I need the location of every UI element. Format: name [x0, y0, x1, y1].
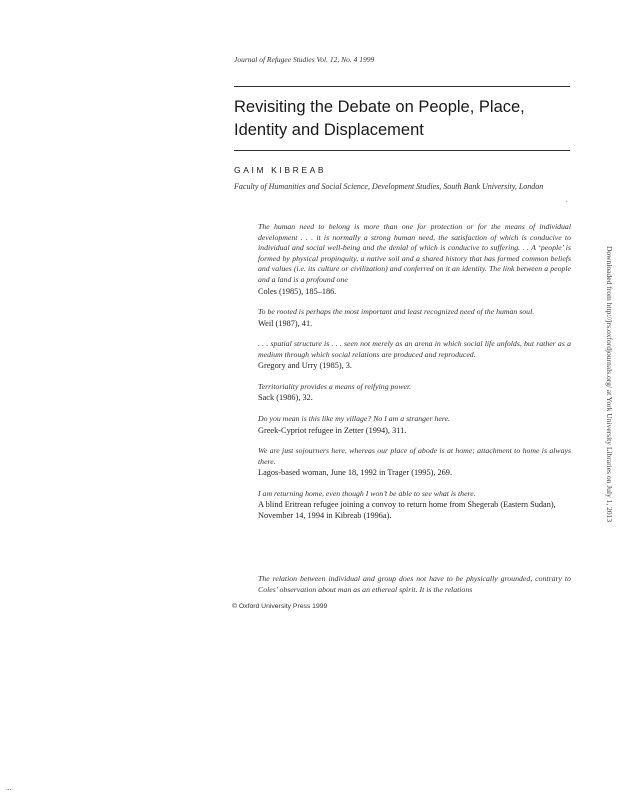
epigraph: [258, 307, 571, 329]
epigraph-quote: Do you mean is this like my village? No I am a stranger here.: [258, 413, 451, 423]
epigraph-source: Greek-Cypriot refugee in Zetter (1994), 311.: [258, 425, 407, 435]
epigraph-list: [258, 222, 571, 532]
epigraph: [258, 382, 571, 404]
epigraph-quote: The human need to belong is more than one for protection or for the means of individual development . . . it is normally a strong human need, the satisfaction of which is conducive to individual and social well-being and the denial of which is conducive to suffering. . . A ‘people’ is formed by physical propinquity, a native soil and a shared history that has formed common beliefs and values (i.e. its culture or civilization) and conferred on it an identity. The link between a people and a land is a profound one: [258, 222, 571, 284]
title-divider: [234, 150, 570, 151]
journal-citation: Journal of Refugee Studies Vol. 12, No. 4 1999: [234, 55, 375, 64]
epigraph-source: A blind Eritrean refugee joining a convoy to return home from Shegerab (Eastern Sudan), November 14, 1994 in Kibreab (1996a).: [258, 500, 556, 521]
epigraph-source: Coles (1985), 185–186.: [258, 286, 337, 296]
epigraph-source: Weil (1987), 41.: [258, 318, 313, 328]
epigraph: [258, 339, 571, 371]
epigraph-quote: I am returning home, even though I won’t be able to see what is there.: [258, 488, 476, 498]
copyright-notice: © Oxford University Press 1999: [232, 603, 328, 610]
download-watermark: Downloaded from http://jrs.oxfordjournals.org/ at York University Libraries on July 1, 2013: [605, 246, 614, 523]
epigraph: [258, 446, 571, 478]
top-divider: [234, 86, 570, 87]
author-affiliation: Faculty of Humanities and Social Science, Development Studies, South Bank University, London: [234, 182, 544, 191]
epigraph-quote: We are just sojourners here, whereas our place of abode is at home; attachment to home is always there.: [258, 446, 571, 466]
epigraph-quote: To be rooted is perhaps the most important and least recognized need of the human soul.: [258, 307, 535, 317]
body-text-start: The relation between individual and group does not have to be physically grounded, contrary to Coles’ observation about man as an ethereal spirit. It is the relations: [258, 574, 571, 594]
stray-mark: .: [566, 196, 568, 204]
epigraph-quote: Territoriality provides a means of reifying power.: [258, 381, 412, 391]
epigraph-source: Lagos-based woman, June 18, 1992 in Trager (1995), 269.: [258, 468, 453, 478]
article-title: Revisiting the Debate on People, Place, Identity and Displacement: [234, 98, 525, 139]
epigraph-quote: . . . spatial structure is . . . seen not merely as an arena in which social life unfolds, but rather as a medium through which social relations are produced and reproduced.: [258, 339, 571, 359]
epigraph: [258, 414, 571, 436]
epigraph-source: Sack (1986), 32.: [258, 393, 313, 403]
epigraph-source: Gregory and Urry (1985), 3.: [258, 361, 353, 371]
epigraph: [258, 222, 571, 297]
author-name: GAIM KIBREAB: [234, 165, 327, 175]
stray-mark: ...: [6, 784, 12, 792]
epigraph: [258, 489, 571, 522]
